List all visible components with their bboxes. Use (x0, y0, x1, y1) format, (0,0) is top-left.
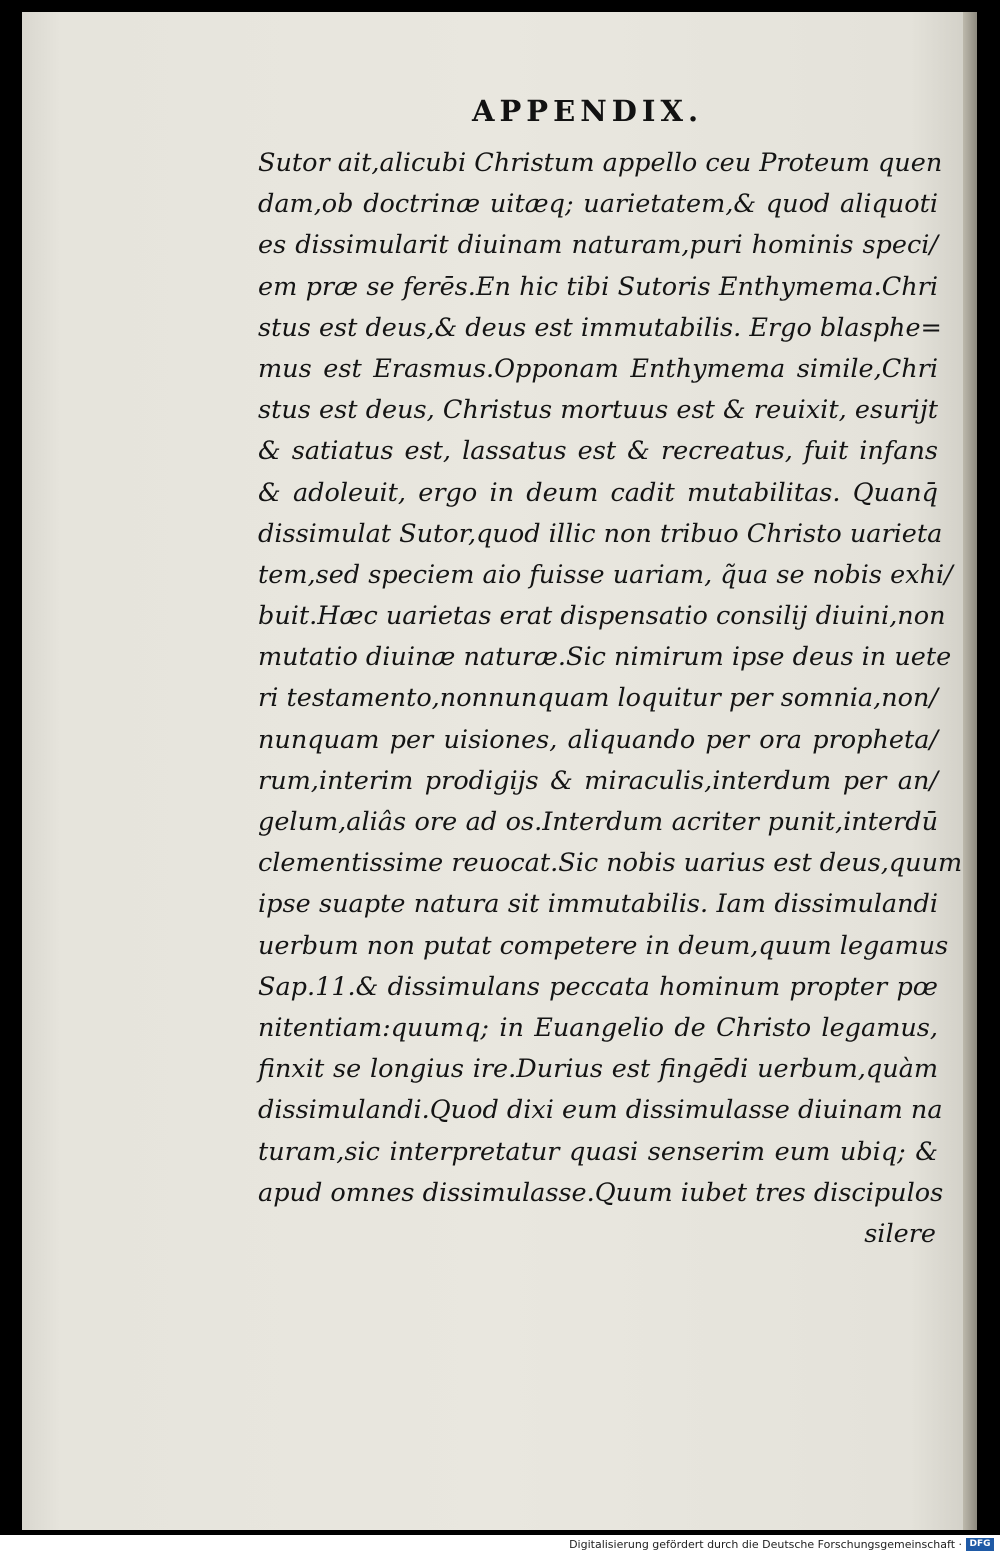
text-line: turam,sic interpretatur quasi senserim eum ubiq; & (258, 1136, 938, 1167)
text-line: stus est deus, Christus mortuus est & reuixit, esurijt (258, 395, 938, 426)
dfg-logo: DFG (966, 1538, 994, 1551)
text-line: uerbum non putat competere in deum,quum legamus (258, 930, 949, 961)
text-line: Sap.11.& dissimulans peccata hominum propter pœ (258, 971, 938, 1002)
running-header: APPENDIX. (472, 94, 704, 128)
text-line: dissimulandi.Quod dixi eum dissimulasse diuinam na (258, 1095, 943, 1126)
text-line: finxit se longius ire.Durius est fingēdi uerbum,quàm (258, 1054, 938, 1085)
footer-bar (0, 1535, 1000, 1555)
text-line: ipse suapte natura sit immutabilis. Iam dissimulandi (258, 889, 938, 920)
text-line: & satiatus est, lassatus est & recreatus, fuit infans (258, 436, 938, 467)
text-line: mutatio diuinæ naturæ.Sic nimirum ipse deus in uete (258, 642, 952, 673)
book-page (22, 12, 977, 1530)
text-block (258, 143, 963, 1255)
text-line: Sutor ait,alicubi Christum appello ceu Proteum quen (258, 148, 943, 178)
text-line: ri testamento,nonnunquam loquitur per somnia,non/ (258, 683, 938, 714)
text-line: dam,ob doctrinæ uitæq; uarietatem,& quod aliquoti (258, 189, 938, 220)
text-line: silere (864, 1218, 936, 1249)
text-line: buit.Hæc uarietas erat dispensatio consilij diuini,non (258, 601, 946, 632)
text-line: es dissimularit diuinam naturam,puri hominis speci/ (258, 230, 938, 261)
text-line: apud omnes dissimulasse.Quum iubet tres discipulos (258, 1177, 944, 1208)
text-line: stus est deus,& deus est immutabilis. Ergo blasphe= (258, 312, 942, 343)
text-line: dissimulat Sutor,quod illic non tribuo Christo uarieta (258, 518, 943, 549)
text-line: rum,interim prodigijs & miraculis,interdum per an/ (258, 765, 938, 796)
text-line: em præ se ferēs.En hic tibi Sutoris Enthymema.Chri (258, 271, 938, 302)
text-line: gelum,aliâs ore ad os.Interdum acriter punit,interdū (258, 807, 938, 837)
text-line: mus est Erasmus.Opponam Enthymema simile,Chri (258, 353, 938, 384)
funding-credit: Digitalisierung gefördert durch die Deutsche Forschungsgemeinschaft · (569, 1538, 962, 1551)
page-edge (963, 12, 977, 1530)
text-line: nitentiam:quumq; in Euangelio de Christo legamus, (258, 1012, 938, 1043)
text-line: nunquam per uisiones, aliquando per ora propheta/ (258, 724, 938, 755)
text-line: & adoleuit, ergo in deum cadit mutabilitas. Quanq̄ (258, 477, 938, 508)
text-line: clementissime reuocat.Sic nobis uarius est deus,quum (258, 848, 963, 879)
text-line: tem,sed speciem aio fuisse uariam, q̃ua se nobis exhi/ (258, 559, 953, 590)
